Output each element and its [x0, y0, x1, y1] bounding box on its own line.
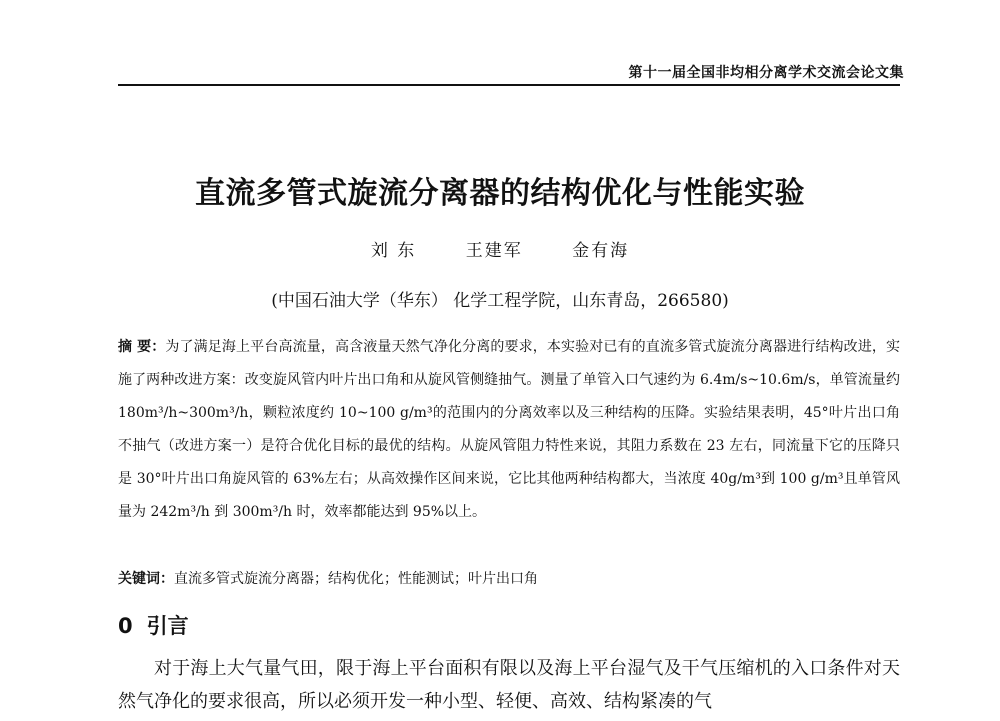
abstract-label: 摘 要：: [118, 339, 166, 355]
abstract-text: 为了满足海上平台高流量，高含液量天然气净化分离的要求，本实验对已有的直流多管式旋流分离器进行结构改进，实施了两种改进方案：改变旋风管内叶片出口角和从旋风管侧缝抽气。测量了单管入口气速约为 6.4m/s~10.6m/s，单管流量约 180m³/h~300m³/h，颗粒浓度约 10~100 g/m³的范围内的分离效率以及三种结构的压降。实验结果表明，45°叶片出口角不抽气（改进方案一）是符合优化目标的最优的结构。从旋风管阻力特性来说，其阻力系数在 23 左右，同流量下它的压降只是 30°叶片出口角旋风管的 63%左右；从高效操作区间来说，它比其他两种结构都大，当浓度 40g/m³到 100 g/m³且单管风量为 242m³/h 到 300m³/h 时，效率都能达到 95%以上。: [118, 339, 901, 520]
running-header: 第十一届全国非均相分离学术交流会论文集: [628, 65, 904, 81]
keywords-label: 关键词：: [118, 571, 174, 587]
section-number: 0: [118, 614, 133, 638]
author-2: 王建军: [465, 241, 523, 261]
author-3: 金有海: [572, 241, 630, 261]
intro-paragraph: 对于海上大气量气田，限于海上平台面积有限以及海上平台湿气及干气压缩机的入口条件对天然气净化的要求很高，所以必须开发一种小型、轻便、高效、结构紧凑的气: [118, 658, 900, 712]
keywords-text: 直流多管式旋流分离器；结构优化；性能测试；叶片出口角: [174, 571, 538, 587]
author-1: 刘 东: [370, 241, 417, 261]
section-title: 引言: [146, 614, 189, 638]
header-rule: [118, 84, 900, 86]
author-list: [0, 236, 1000, 261]
keywords: [118, 563, 900, 596]
abstract: [118, 331, 900, 529]
section-heading: [118, 610, 189, 640]
paper-title: 直流多管式旋流分离器的结构优化与性能实验: [195, 176, 805, 211]
affiliation: (中国石油大学（华东） 化学工程学院，山东青岛，266580): [271, 291, 729, 311]
